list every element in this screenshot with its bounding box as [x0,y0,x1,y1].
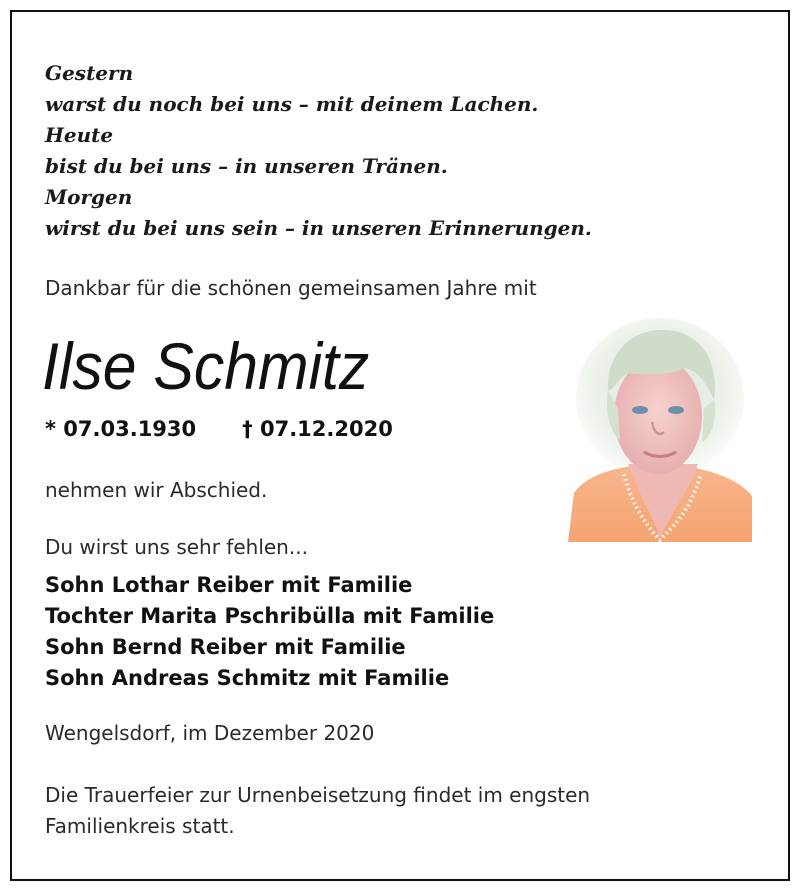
poem-line: Heute [45,123,114,147]
poem-line: Gestern [45,61,134,85]
place-date: Wengelsdorf, im Dezember 2020 [45,721,375,745]
ceremony-line: Die Trauerfeier zur Urnenbeisetzung findet im engsten [45,783,591,807]
mourner-entry: Sohn Andreas Schmitz mit Familie [45,666,450,690]
farewell-text: nehmen wir Abschied. [45,478,268,502]
poem-line: warst du noch bei uns – mit deinem Lachen. [45,92,539,116]
missing-text: Du wirst uns sehr fehlen... [45,535,308,559]
poem-line: Morgen [45,185,133,209]
portrait-photo [568,318,752,542]
deceased-name: Ilse Schmitz [42,329,370,403]
life-dates [45,417,393,441]
death-date: † 07.12.2020 [242,417,393,441]
birth-date: * 07.03.1930 [45,417,197,441]
memorial-poem [45,58,665,244]
ceremony-notice [45,780,590,842]
mourner-entry: Sohn Bernd Reiber mit Familie [45,635,406,659]
mourner-entry: Sohn Lothar Reiber mit Familie [45,573,413,597]
gratitude-text: Dankbar für die schönen gemeinsamen Jahre mit [45,276,537,300]
poem-line: bist du bei uns – in unseren Tränen. [45,154,448,178]
mourners-list [45,570,494,694]
mourner-entry: Tochter Marita Pschribülla mit Familie [45,604,495,628]
poem-line: wirst du bei uns sein – in unseren Erinnerungen. [45,216,592,240]
ceremony-line: Familienkreis statt. [45,814,235,838]
